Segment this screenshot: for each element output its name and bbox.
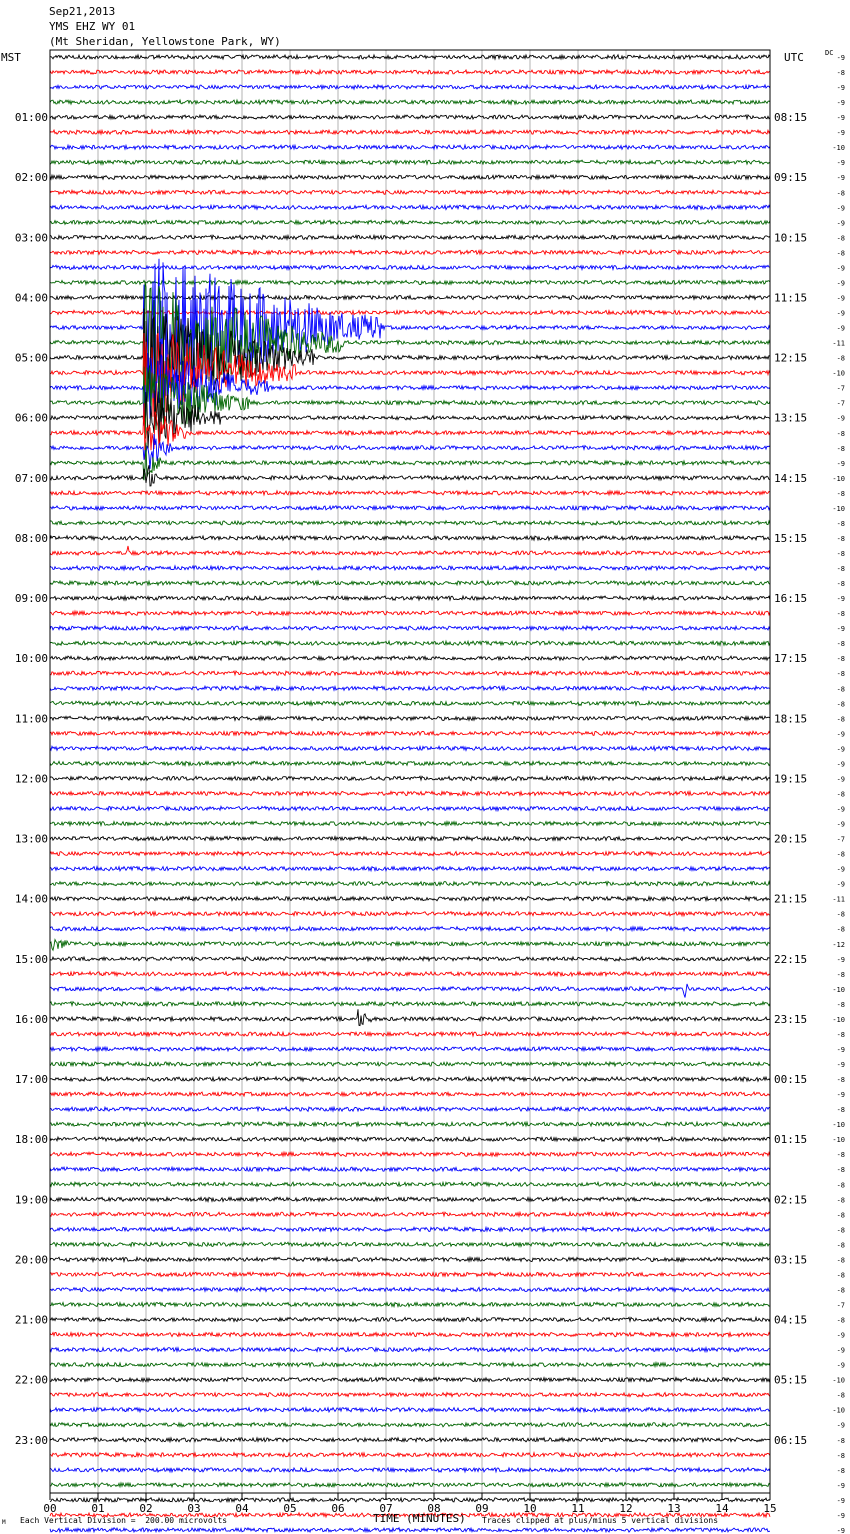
- trace-offset-label: -9: [836, 174, 845, 183]
- trace-offset-label: -7: [836, 1301, 845, 1310]
- trace-line: [50, 85, 770, 89]
- trace-offset-label: -8: [836, 685, 845, 694]
- trace-offset-label: -9: [836, 595, 845, 604]
- trace-offset-label: -11: [832, 339, 845, 348]
- x-tick-label: 15: [763, 1502, 777, 1515]
- trace-offset-label: -9: [836, 264, 845, 273]
- trace-offset-label: -9: [836, 54, 845, 62]
- right-hour-labels: [774, 111, 807, 1447]
- right-hour-label: 17:15: [774, 652, 808, 666]
- trace-line: [50, 1009, 770, 1025]
- trace-offset-label: -8: [836, 910, 845, 919]
- x-tick-label: 12: [619, 1502, 633, 1515]
- trace-offset-label: -8: [836, 444, 845, 453]
- trace-offset-label: -8: [836, 610, 845, 619]
- trace-offset-label: -10: [832, 1121, 845, 1130]
- left-hour-label: 07:00: [14, 471, 48, 485]
- trace-offset-label: -8: [836, 790, 845, 799]
- trace-line: [50, 235, 770, 239]
- right-hour-label: 13:15: [774, 411, 808, 425]
- trace-line: [50, 1453, 770, 1457]
- left-hour-label: 05:00: [14, 351, 48, 365]
- trace-line: [50, 1152, 770, 1156]
- trace-offset-label: -8: [836, 640, 845, 649]
- trace-line: [50, 145, 770, 149]
- left-hour-label: 04:00: [14, 291, 48, 305]
- trace-offset-label: -8: [836, 1000, 845, 1009]
- seismic-traces: [50, 55, 770, 1534]
- trace-line: [50, 265, 770, 269]
- trace-offset-label: -8: [836, 249, 845, 258]
- trace-line: [50, 822, 770, 826]
- trace-offset-label: -10: [832, 1406, 845, 1415]
- trace-offset-label: -8: [836, 1466, 845, 1475]
- x-tick-label: 06: [331, 1502, 345, 1515]
- left-hour-label: 23:00: [14, 1433, 48, 1447]
- trace-line: [50, 190, 770, 194]
- trace-offset-label: -7: [836, 835, 845, 844]
- right-hour-label: 02:15: [774, 1193, 808, 1207]
- trace-line: [50, 1302, 770, 1306]
- trace-offset-label: -9: [836, 1061, 845, 1070]
- trace-offset-label: -10: [832, 1015, 845, 1024]
- trace-line: [50, 1212, 770, 1216]
- right-hour-label: 12:15: [774, 351, 808, 365]
- trace-line: [50, 1528, 770, 1532]
- trace-offset-label: -9: [836, 775, 845, 784]
- trace-line: [50, 1468, 770, 1472]
- trace-line: [50, 1197, 770, 1201]
- right-hour-label: 03:15: [774, 1253, 808, 1267]
- trace-offset-label: -10: [832, 369, 845, 378]
- left-hour-labels: [15, 111, 48, 1447]
- trace-offset-label: -7: [836, 399, 845, 408]
- left-hour-label: 06:00: [14, 411, 48, 425]
- trace-offset-label: -8: [836, 1436, 845, 1445]
- trace-line: [50, 1137, 770, 1141]
- x-tick-label: 10: [523, 1502, 537, 1515]
- trace-offset-label: -9: [836, 159, 845, 168]
- trace-line: [50, 776, 770, 780]
- clip-note: Traces clipped at plus/minus 5 vertical divisions: [482, 1516, 719, 1525]
- trace-line: [50, 536, 770, 540]
- x-tick-label: 07: [379, 1502, 393, 1515]
- right-hour-label: 00:15: [774, 1073, 808, 1087]
- trace-offset-label: -9: [836, 1045, 845, 1054]
- trace-line: [50, 566, 770, 570]
- right-hour-label: 21:15: [774, 892, 808, 906]
- trace-line: [50, 1287, 770, 1291]
- trace-line: [50, 957, 770, 961]
- trace-line: [50, 940, 770, 951]
- station-code: YMS EHZ WY 01: [49, 20, 136, 33]
- trace-line: [50, 641, 770, 645]
- trace-offset-label: -9: [836, 114, 845, 123]
- trace-line: [50, 1227, 770, 1231]
- left-hour-label: 22:00: [14, 1373, 48, 1387]
- trace-line: [50, 746, 770, 750]
- trace-line: [50, 205, 770, 209]
- trace-offset-label: -8: [836, 1286, 845, 1295]
- trace-offset-label: -8: [836, 1211, 845, 1220]
- left-hour-label: 21:00: [14, 1313, 48, 1327]
- trace-offset-label: -8: [836, 69, 845, 78]
- trace-line: [50, 1047, 770, 1051]
- trace-line: [50, 701, 770, 705]
- trace-offset-label: -8: [836, 534, 845, 543]
- dc-offset-header: DC: [825, 49, 834, 57]
- trace-offset-label: -8: [836, 1271, 845, 1280]
- trace-line: [50, 1363, 770, 1367]
- trace-offset-label: -9: [836, 324, 845, 333]
- trace-line: [50, 1062, 770, 1066]
- trace-offset-label: -9: [836, 219, 845, 228]
- trace-offset-label: -9: [836, 1496, 845, 1505]
- trace-line: [50, 671, 770, 675]
- x-tick-label: 11: [571, 1502, 585, 1515]
- trace-offset-label: -9: [836, 1511, 845, 1520]
- left-hour-label: 15:00: [14, 952, 48, 966]
- trace-line: [50, 731, 770, 735]
- trace-offset-label: -9: [836, 204, 845, 213]
- trace-offset-label: -9: [836, 760, 845, 769]
- left-hour-label: 16:00: [14, 1012, 48, 1026]
- plot-date: Sep21,2013: [49, 5, 116, 18]
- trace-offset-label: -8: [836, 549, 845, 558]
- right-hour-label: 18:15: [774, 712, 808, 726]
- trace-line: [50, 391, 770, 450]
- left-hour-label: 11:00: [14, 712, 48, 726]
- trace-line: [50, 972, 770, 976]
- trace-offset-label: -10: [832, 1376, 845, 1385]
- x-tick-label: 09: [475, 1502, 489, 1515]
- left-hour-label: 19:00: [14, 1193, 48, 1207]
- trace-line: [50, 1498, 770, 1502]
- trace-line: [50, 581, 770, 585]
- trace-offset-label: -8: [836, 1151, 845, 1160]
- trace-offset-label: -9: [836, 294, 845, 303]
- trace-line: [50, 686, 770, 690]
- trace-offset-label: -9: [836, 129, 845, 138]
- trace-line: [50, 220, 770, 224]
- trace-line: [50, 761, 770, 765]
- trace-offset-label: -9: [836, 625, 845, 634]
- trace-line: [50, 1167, 770, 1171]
- trace-line: [50, 491, 770, 495]
- corner-mark: M: [2, 1519, 6, 1526]
- trace-line: [50, 1333, 770, 1337]
- left-hour-label: 03:00: [14, 231, 48, 245]
- trace-offset-label: -9: [836, 1346, 845, 1355]
- trace-offset-label: -9: [836, 1361, 845, 1370]
- trace-line: [50, 1242, 770, 1246]
- trace-offset-label: -8: [836, 925, 845, 934]
- trace-offset-label: -7: [836, 384, 845, 393]
- trace-offset-label: -8: [836, 519, 845, 528]
- trace-line: [50, 867, 770, 871]
- right-hour-label: 20:15: [774, 832, 808, 846]
- trace-line: [50, 1393, 770, 1397]
- trace-offset-label: -10: [832, 985, 845, 994]
- trace-offset-label: -8: [836, 1391, 845, 1400]
- trace-offset-label: -9: [836, 865, 845, 874]
- trace-line: [50, 1423, 770, 1427]
- trace-offset-label: -10: [832, 504, 845, 513]
- trace-offset-label: -10: [832, 1136, 845, 1145]
- trace-offset-label: -8: [836, 1256, 845, 1265]
- trace-offset-label: -8: [836, 1241, 845, 1250]
- trace-offset-label: -9: [836, 955, 845, 964]
- trace-line: [50, 55, 770, 59]
- x-tick-label: 05: [283, 1502, 297, 1515]
- trace-line: [50, 806, 770, 810]
- trace-offset-label: -8: [836, 489, 845, 498]
- trace-offset-label: -8: [836, 565, 845, 574]
- trace-line: [50, 836, 770, 840]
- left-hour-label: 08:00: [14, 531, 48, 545]
- x-tick-label: 01: [91, 1502, 105, 1515]
- trace-offset-label: -12: [832, 940, 845, 949]
- trace-offset-label: -9: [836, 805, 845, 814]
- right-hour-label: 04:15: [774, 1313, 808, 1327]
- trace-line: [50, 130, 770, 134]
- trace-line: [50, 1317, 770, 1321]
- x-tick-label: 04: [235, 1502, 249, 1515]
- trace-line: [50, 1032, 770, 1036]
- trace-line: [50, 546, 770, 555]
- trace-line: [50, 1122, 770, 1126]
- x-tick-label: 02: [139, 1502, 153, 1515]
- right-hour-label: 08:15: [774, 111, 808, 125]
- left-hour-label: 18:00: [14, 1133, 48, 1147]
- trace-offset-label: -11: [832, 895, 845, 904]
- right-hour-label: 22:15: [774, 952, 808, 966]
- left-hour-label: 17:00: [14, 1073, 48, 1087]
- x-tick-label: 00: [43, 1502, 57, 1515]
- trace-line: [50, 1408, 770, 1412]
- trace-offset-label: -8: [836, 189, 845, 198]
- trace-offset-label: -9: [836, 1091, 845, 1100]
- trace-line: [50, 1182, 770, 1186]
- trace-offset-label: -9: [836, 1331, 845, 1340]
- x-tick-label: 13: [667, 1502, 681, 1515]
- scale-note: Each Vertical Division = 200.00 microvolts: [20, 1516, 228, 1525]
- trace-line: [50, 250, 770, 254]
- trace-offset-label: -9: [836, 745, 845, 754]
- trace-offset-label: -8: [836, 670, 845, 679]
- right-hour-label: 10:15: [774, 231, 808, 245]
- trace-offset-label: -8: [836, 234, 845, 243]
- x-axis-title: TIME (MINUTES): [373, 1512, 466, 1525]
- trace-offset-label: -8: [836, 1181, 845, 1190]
- trace-offset-label: -8: [836, 429, 845, 438]
- trace-offset-label: -9: [836, 459, 845, 468]
- trace-offset-label: -8: [836, 715, 845, 724]
- station-location: (Mt Sheridan, Yellowstone Park, WY): [49, 35, 281, 48]
- trace-line: [50, 656, 770, 660]
- trace-offset-label: -9: [836, 1481, 845, 1490]
- trace-line: [50, 160, 770, 164]
- right-hour-label: 19:15: [774, 772, 808, 786]
- left-hour-label: 10:00: [14, 652, 48, 666]
- trace-offset-label: -9: [836, 309, 845, 318]
- trace-line: [50, 175, 770, 179]
- trace-line: [50, 1438, 770, 1442]
- trace-offset-label: -8: [836, 1076, 845, 1085]
- trace-line: [50, 882, 770, 886]
- x-tick-label: 03: [187, 1502, 201, 1515]
- trace-offset-label: -8: [836, 655, 845, 664]
- trace-line: [50, 1002, 770, 1006]
- left-hour-label: 13:00: [14, 832, 48, 846]
- trace-line: [50, 1483, 770, 1487]
- right-hour-label: 11:15: [774, 291, 808, 305]
- trace-offset-label: -8: [836, 354, 845, 363]
- left-hour-label: 09:00: [14, 592, 48, 606]
- trace-offset-label: -8: [836, 1166, 845, 1175]
- trace-offset-label: -8: [836, 850, 845, 859]
- trace-offset-label: -10: [832, 474, 845, 483]
- trace-offset-label: -8: [836, 1030, 845, 1039]
- trace-line: [50, 1378, 770, 1382]
- right-hour-label: 05:15: [774, 1373, 808, 1387]
- trace-offset-label: -8: [836, 1451, 845, 1460]
- x-tick-label: 08: [427, 1502, 441, 1515]
- left-hour-label: 12:00: [14, 772, 48, 786]
- trace-offset-label: -9: [836, 820, 845, 829]
- trace-line: [50, 716, 770, 720]
- left-hour-label: 02:00: [14, 171, 48, 185]
- trace-line: [50, 1348, 770, 1352]
- trace-offset-label: -9: [836, 414, 845, 423]
- right-hour-label: 09:15: [774, 171, 808, 185]
- trace-offset-label: -8: [836, 700, 845, 709]
- trace-offset-label: -9: [836, 279, 845, 288]
- right-hour-label: 01:15: [774, 1133, 808, 1147]
- trace-offset-label: -9: [836, 730, 845, 739]
- trace-offset-label: -9: [836, 1421, 845, 1430]
- trace-offset-label: -8: [836, 1226, 845, 1235]
- trace-offset-label: -8: [836, 970, 845, 979]
- trace-offset-label: -8: [836, 1196, 845, 1205]
- right-timezone-label: UTC: [784, 51, 804, 64]
- trace-offset-labels: [832, 54, 845, 1534]
- trace-offset-label: -8: [836, 1106, 845, 1115]
- trace-line: [50, 791, 770, 795]
- left-hour-label: 14:00: [14, 892, 48, 906]
- trace-line: [50, 596, 770, 600]
- left-hour-label: 01:00: [14, 111, 48, 125]
- trace-line: [50, 70, 770, 74]
- trace-offset-label: -10: [832, 144, 845, 153]
- right-hour-label: 16:15: [774, 592, 808, 606]
- trace-line: [50, 1272, 770, 1276]
- trace-offset-label: -9: [836, 84, 845, 93]
- trace-line: [50, 1077, 770, 1081]
- trace-line: [50, 1107, 770, 1111]
- trace-line: [50, 1257, 770, 1261]
- trace-line: [50, 897, 770, 901]
- trace-offset-label: -9: [836, 99, 845, 108]
- trace-line: [50, 115, 770, 119]
- right-hour-label: 15:15: [774, 531, 808, 545]
- trace-line: [50, 465, 770, 486]
- right-hour-label: 06:15: [774, 1433, 808, 1447]
- trace-line: [50, 626, 770, 630]
- trace-line: [50, 984, 770, 998]
- trace-offset-label: -9: [836, 1526, 845, 1534]
- trace-line: [50, 100, 770, 104]
- x-tick-label: 14: [715, 1502, 729, 1515]
- trace-line: [50, 852, 770, 856]
- trace-offset-label: -8: [836, 580, 845, 589]
- trace-offset-label: -8: [836, 1316, 845, 1325]
- trace-line: [50, 521, 770, 525]
- right-hour-label: 14:15: [774, 471, 808, 485]
- left-hour-label: 20:00: [14, 1253, 48, 1267]
- trace-line: [50, 506, 770, 510]
- trace-line: [50, 927, 770, 931]
- trace-line: [50, 912, 770, 916]
- trace-offset-label: -9: [836, 880, 845, 889]
- trace-line: [50, 1092, 770, 1096]
- left-timezone-label: MST: [1, 51, 21, 64]
- right-hour-label: 23:15: [774, 1012, 808, 1026]
- trace-line: [50, 611, 770, 615]
